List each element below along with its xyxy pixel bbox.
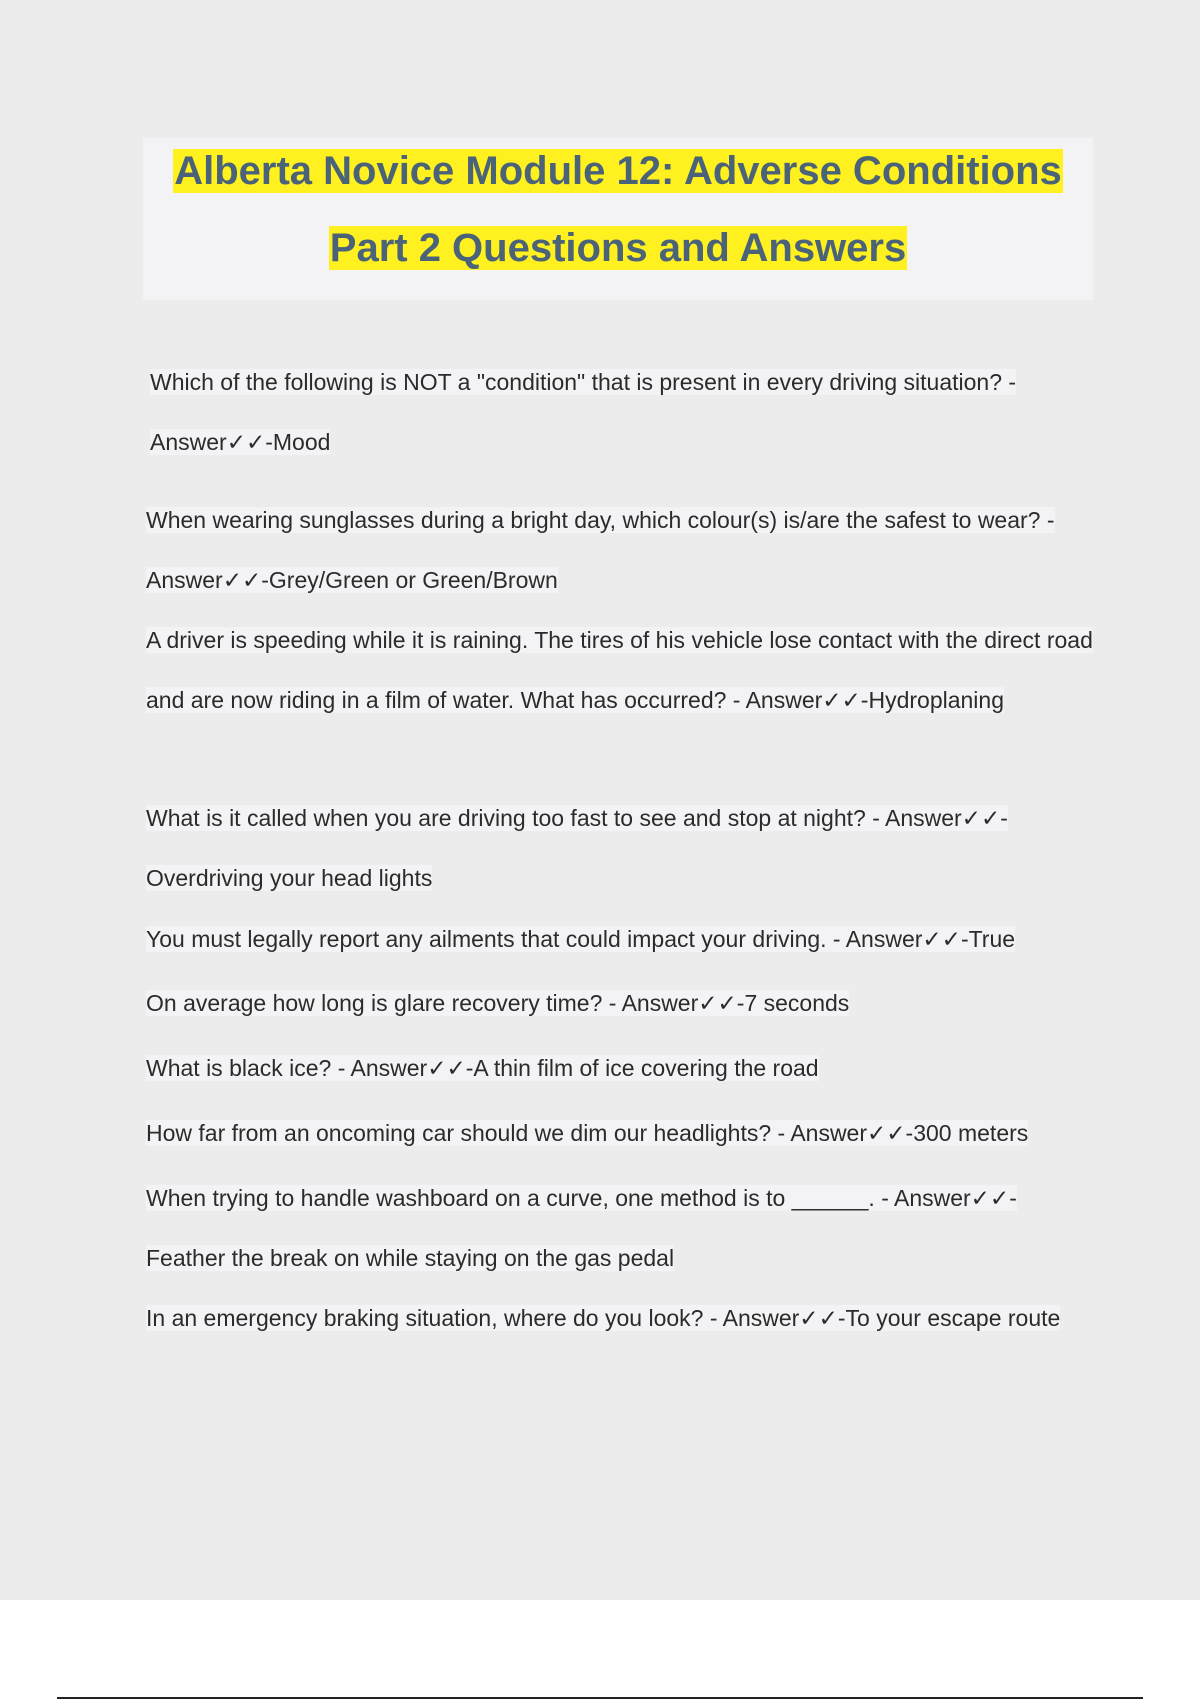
qa-item-9: When trying to handle washboard on a curve, one method is to ______. - Answer✓✓-Feather the break on while staying on the gas pedal — [146, 1185, 1017, 1271]
qa-item-10: In an emergency braking situation, where do you look? - Answer✓✓-To your escape route — [146, 1305, 1061, 1331]
qa-item-7: What is black ice? - Answer✓✓-A thin film of ice covering the road — [146, 1055, 819, 1081]
title-line-2: Part 2 Questions and Answers — [329, 226, 907, 270]
title-line-1: Alberta Novice Module 12: Adverse Conditions — [174, 149, 1062, 193]
qa-item-6: On average how long is glare recovery time? - Answer✓✓-7 seconds — [146, 990, 850, 1016]
qa-item-5: You must legally report any ailments that could impact your driving. - Answer✓✓-True — [146, 926, 1016, 952]
footer-divider — [57, 1697, 1143, 1699]
document-title — [143, 138, 1093, 300]
qa-item-4: What is it called when you are driving too fast to see and stop at night? - Answer✓✓-Overdriving your head lights — [146, 805, 1008, 891]
qa-item-1: Which of the following is NOT a "condition" that is present in every driving situation? - Answer✓✓-Mood — [150, 369, 1017, 455]
qa-item-2: When wearing sunglasses during a bright day, which colour(s) is/are the safest to wear? - Answer✓✓-Grey/Green or Green/Brown — [146, 507, 1055, 593]
qa-item-3: A driver is speeding while it is raining. The tires of his vehicle lose contact with the direct road and are now riding in a film of water. What has occurred? - Answer✓✓-Hydroplaning — [146, 627, 1093, 713]
qa-item-8: How far from an oncoming car should we dim our headlights? - Answer✓✓-300 meters — [146, 1120, 1029, 1146]
